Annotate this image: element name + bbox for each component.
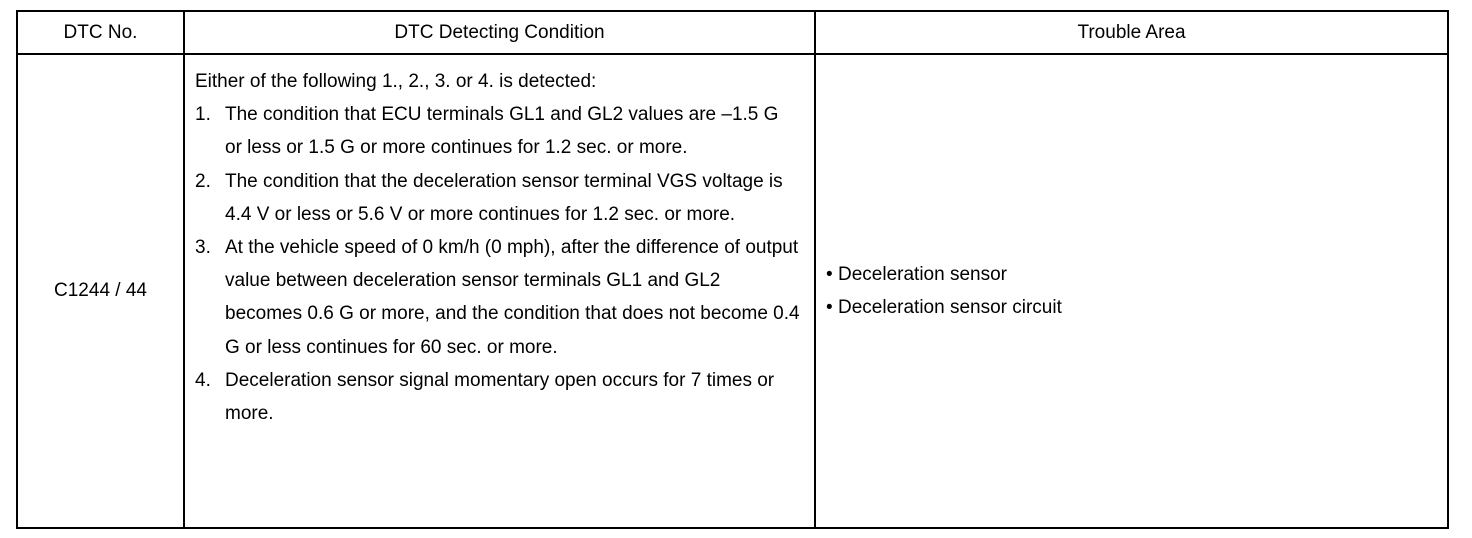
header-detecting-condition: DTC Detecting Condition <box>184 11 815 54</box>
bullet-icon: • <box>826 263 833 285</box>
condition-item <box>195 364 806 430</box>
condition-text: At the vehicle speed of 0 km/h (0 mph), after the difference of output value between deceleration sensor terminals GL1 and GL2 becomes 0.6 G or more, and the condition that does not become 0.4 G or less continues for 60 sec. or more. <box>225 237 800 358</box>
condition-item <box>195 98 806 164</box>
condition-list <box>195 98 806 430</box>
condition-item <box>195 231 806 364</box>
detecting-condition-cell <box>184 54 815 528</box>
condition-number: 1. <box>195 104 211 126</box>
condition-item <box>195 165 806 231</box>
dtc-code: C1244 / 44 <box>17 54 184 528</box>
condition-number: 4. <box>195 369 211 391</box>
condition-intro: Either of the following 1., 2., 3. or 4. is detected: <box>195 71 597 92</box>
condition-text: The condition that the deceleration sensor terminal VGS voltage is 4.4 V or less or 5.6 V or more continues for 1.2 sec. or more. <box>225 170 783 225</box>
condition-text: The condition that ECU terminals GL1 and GL2 values are –1.5 G or less or 1.5 G or more continues for 1.2 sec. or more. <box>225 104 779 159</box>
trouble-area-item <box>826 258 1447 291</box>
condition-number: 2. <box>195 170 211 192</box>
trouble-area-text: Deceleration sensor <box>838 263 1007 285</box>
header-dtc-no: DTC No. <box>17 11 184 54</box>
trouble-area-text: Deceleration sensor circuit <box>838 297 1062 318</box>
header-row <box>17 11 1448 54</box>
bullet-icon: • <box>826 297 833 318</box>
condition-number: 3. <box>195 237 211 259</box>
header-trouble-area: Trouble Area <box>815 11 1448 54</box>
trouble-area-list <box>826 258 1447 324</box>
condition-text: Deceleration sensor signal momentary open occurs for 7 times or more. <box>225 369 775 425</box>
trouble-area-cell <box>815 54 1448 528</box>
trouble-area-item <box>826 291 1447 324</box>
table-row <box>17 54 1448 528</box>
dtc-table <box>16 10 1449 529</box>
